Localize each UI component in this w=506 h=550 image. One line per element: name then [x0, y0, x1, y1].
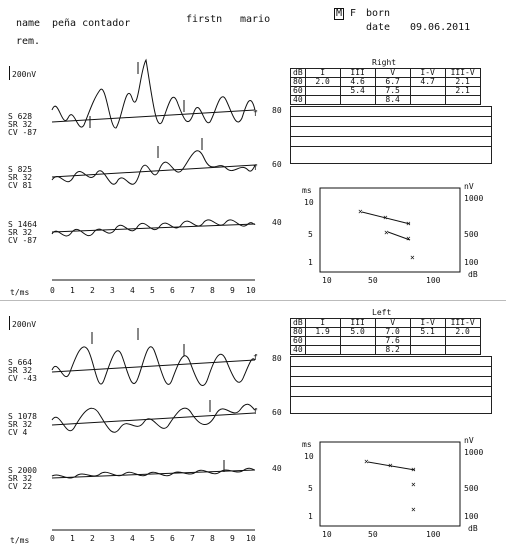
- right-trace-2: [52, 138, 255, 184]
- svg-text:×: ×: [406, 234, 411, 243]
- table-cell: [305, 96, 340, 105]
- table-cell: [305, 346, 340, 355]
- left-graph-x-tick: 50: [368, 530, 378, 539]
- left-trace-2: [52, 400, 255, 432]
- left-graph-y-right-tick: 500: [464, 484, 479, 493]
- right-trace2-cv: CV 81: [8, 181, 33, 190]
- right-graph-y-left-tick: 5: [308, 230, 313, 239]
- table-header-cell: III-V: [445, 69, 480, 78]
- grid-row: [291, 387, 491, 397]
- left-graph-y-right-tick: 1000: [464, 448, 484, 457]
- table-cell: [340, 337, 375, 346]
- right-time-tick: 3: [110, 286, 115, 295]
- left-graph-y-right-tick: 100: [464, 512, 479, 521]
- table-header-cell: dB: [291, 69, 306, 78]
- table-cell: [340, 346, 375, 355]
- grid-row: [291, 367, 491, 377]
- left-level-80: 80: [272, 354, 282, 363]
- svg-text:×: ×: [411, 480, 416, 489]
- right-level-80: 80: [272, 106, 282, 115]
- left-trace-1: [52, 328, 255, 386]
- table-cell: 5.0: [340, 328, 375, 337]
- right-level-40: 40: [272, 218, 282, 227]
- left-scale-label: 200nV: [12, 320, 37, 329]
- right-trace2-sr: SR 32: [8, 173, 33, 182]
- left-trace2-s: S 1078: [8, 412, 37, 421]
- left-scale-bar: [9, 316, 10, 330]
- left-trace2-sr: SR 32: [8, 420, 33, 429]
- table-cell: [410, 346, 445, 355]
- right-time-tick: 4: [130, 286, 135, 295]
- right-empty-grid: [290, 106, 492, 164]
- table-cell: 80: [291, 78, 306, 87]
- table-header-cell: dB: [291, 319, 306, 328]
- right-table-title: Right: [372, 58, 397, 67]
- table-header-cell: III-V: [445, 319, 480, 328]
- table-cell: [445, 346, 480, 355]
- left-graph-y-left-tick: 1: [308, 512, 313, 521]
- svg-text:×: ×: [410, 253, 415, 262]
- table-cell: 5.1: [410, 328, 445, 337]
- right-scale-label: 200nV: [12, 70, 37, 79]
- grid-row: [291, 137, 491, 147]
- table-cell: [305, 87, 340, 96]
- right-graph-y-left-tick: 10: [304, 198, 314, 207]
- table-header-cell: V: [375, 319, 410, 328]
- left-time-tick: 4: [130, 534, 135, 543]
- left-level-40: 40: [272, 464, 282, 473]
- left-latency-table: [290, 318, 481, 355]
- svg-text:×: ×: [388, 461, 393, 470]
- table-cell: [305, 337, 340, 346]
- svg-text:f: f: [253, 407, 258, 416]
- grid-row: [291, 117, 491, 127]
- grid-row: [291, 377, 491, 387]
- left-time-axis-label: t/ms: [10, 536, 30, 545]
- right-graph-x-tick: 50: [368, 276, 378, 285]
- right-trace3-s: S 1464: [8, 220, 37, 229]
- date-value: 09.06.2011: [410, 22, 471, 33]
- left-time-tick: 7: [190, 534, 195, 543]
- left-trace-3: [52, 460, 255, 478]
- left-time-tick: 0: [50, 534, 55, 543]
- left-empty-grid: [290, 356, 492, 414]
- right-time-tick: 6: [170, 286, 175, 295]
- table-cell: 2.1: [445, 87, 480, 96]
- table-cell: 8.4: [375, 96, 410, 105]
- table-cell: 2.0: [305, 78, 340, 87]
- table-cell: 40: [291, 346, 306, 355]
- right-graph-x-label: dB: [468, 270, 478, 279]
- name-label: name: [16, 18, 41, 29]
- left-trace1-s: S 664: [8, 358, 33, 367]
- table-header-cell: I: [305, 69, 340, 78]
- left-time-tick: 9: [230, 534, 235, 543]
- grid-row: [291, 357, 491, 367]
- grid-row: [291, 127, 491, 137]
- right-graph-y-right-tick: 100: [464, 258, 479, 267]
- table-header-cell: III: [340, 319, 375, 328]
- left-baseline-markers: [253, 353, 258, 416]
- right-baseline-markers: [253, 109, 258, 172]
- left-time-tick: 2: [90, 534, 95, 543]
- table-cell: 2.1: [445, 78, 480, 87]
- svg-text:f: f: [253, 109, 258, 118]
- table-cell: 60: [291, 337, 306, 346]
- table-header-cell: I-V: [410, 319, 445, 328]
- left-graph-y-right-label: nV: [464, 436, 474, 445]
- left-time-tick: 10: [246, 534, 256, 543]
- born-label: born: [366, 8, 391, 19]
- right-time-tick: 8: [210, 286, 215, 295]
- table-header-cell: III: [340, 69, 375, 78]
- firstn-label: firstn: [186, 14, 223, 25]
- right-graph-y-right-label: nV: [464, 182, 474, 191]
- table-cell: 7.6: [375, 337, 410, 346]
- table-cell: [445, 96, 480, 105]
- table-cell: 1.9: [305, 328, 340, 337]
- right-graph-y-left-tick: 1: [308, 258, 313, 267]
- left-time-tick: 1: [70, 534, 75, 543]
- right-trace3-cv: CV -87: [8, 236, 37, 245]
- left-time-tick: 6: [170, 534, 175, 543]
- right-trace3-sr: SR 32: [8, 228, 33, 237]
- left-graph-y-left-tick: 5: [308, 484, 313, 493]
- right-trace-1: [52, 60, 255, 128]
- svg-text:×: ×: [406, 219, 411, 228]
- table-row: [291, 96, 481, 105]
- right-graph-y-right-tick: 500: [464, 230, 479, 239]
- left-trace1-cv: CV -43: [8, 374, 37, 383]
- right-time-tick: 2: [90, 286, 95, 295]
- left-graph-y-left-label: ms: [302, 440, 312, 449]
- table-row: [291, 346, 481, 355]
- table-cell: [445, 337, 480, 346]
- sex-box: M: [336, 8, 343, 19]
- left-table-title: Left: [372, 308, 392, 317]
- right-time-tick: 10: [246, 286, 256, 295]
- rem-label: rem.: [16, 36, 41, 47]
- right-time-tick: 1: [70, 286, 75, 295]
- table-cell: [410, 87, 445, 96]
- right-time-tick: 0: [50, 286, 55, 295]
- table-header-cell: V: [375, 69, 410, 78]
- table-cell: 4.7: [410, 78, 445, 87]
- left-trace1-sr: SR 32: [8, 366, 33, 375]
- panel-divider: [0, 300, 506, 301]
- table-cell: 7.5: [375, 87, 410, 96]
- table-cell: [410, 96, 445, 105]
- svg-text:×: ×: [411, 465, 416, 474]
- table-header-cell: I: [305, 319, 340, 328]
- name-value: peña contador: [52, 18, 131, 29]
- svg-text:×: ×: [383, 213, 388, 222]
- right-trace1-s: S 628: [8, 112, 33, 121]
- right-time-tick: 5: [150, 286, 155, 295]
- right-trace1-sr: SR 32: [8, 120, 33, 129]
- svg-text:f: f: [253, 163, 258, 172]
- right-latency-table: [290, 68, 481, 105]
- svg-text:×: ×: [364, 457, 369, 466]
- table-cell: 8.2: [375, 346, 410, 355]
- table-cell: 4.6: [340, 78, 375, 87]
- right-trace1-cv: CV -87: [8, 128, 37, 137]
- right-time-tick: 9: [230, 286, 235, 295]
- svg-text:f: f: [253, 353, 258, 362]
- left-trace2-cv: CV 4: [8, 428, 28, 437]
- left-trace3-s: S 2000: [8, 466, 37, 475]
- table-cell: [340, 96, 375, 105]
- right-graph-y-right-tick: 1000: [464, 194, 484, 203]
- right-graph-y-left-label: ms: [302, 186, 312, 195]
- left-graph-y-left-tick: 10: [304, 452, 314, 461]
- right-trace2-s: S 825: [8, 165, 33, 174]
- sex-value: F: [350, 8, 357, 19]
- right-graph-x-tick: 10: [322, 276, 332, 285]
- svg-text:×: ×: [358, 207, 363, 216]
- right-graph-x-tick: 100: [426, 276, 441, 285]
- table-header-cell: I-V: [410, 69, 445, 78]
- table-cell: 60: [291, 87, 306, 96]
- svg-text:×: ×: [411, 505, 416, 514]
- table-cell: 5.4: [340, 87, 375, 96]
- left-graph-x-tick: 100: [426, 530, 441, 539]
- left-time-tick: 8: [210, 534, 215, 543]
- table-cell: 7.0: [375, 328, 410, 337]
- table-cell: [410, 337, 445, 346]
- table-cell: 2.0: [445, 328, 480, 337]
- left-graph-x-label: dB: [468, 524, 478, 533]
- svg-text:×: ×: [384, 228, 389, 237]
- right-time-axis-label: t/ms: [10, 288, 30, 297]
- right-time-tick: 7: [190, 286, 195, 295]
- right-latency-graph: [320, 188, 460, 272]
- left-graph-x-tick: 10: [322, 530, 332, 539]
- table-cell: 80: [291, 328, 306, 337]
- table-cell: 6.7: [375, 78, 410, 87]
- grid-row: [291, 107, 491, 117]
- left-trace3-cv: CV 22: [8, 482, 33, 491]
- left-trace3-sr: SR 32: [8, 474, 33, 483]
- left-time-tick: 3: [110, 534, 115, 543]
- left-level-60: 60: [272, 408, 282, 417]
- left-time-tick: 5: [150, 534, 155, 543]
- table-cell: 40: [291, 96, 306, 105]
- date-label: date: [366, 22, 391, 33]
- right-trace-3: [52, 220, 255, 236]
- right-level-60: 60: [272, 160, 282, 169]
- firstn-value: mario: [240, 14, 271, 25]
- left-latency-graph: [320, 442, 460, 526]
